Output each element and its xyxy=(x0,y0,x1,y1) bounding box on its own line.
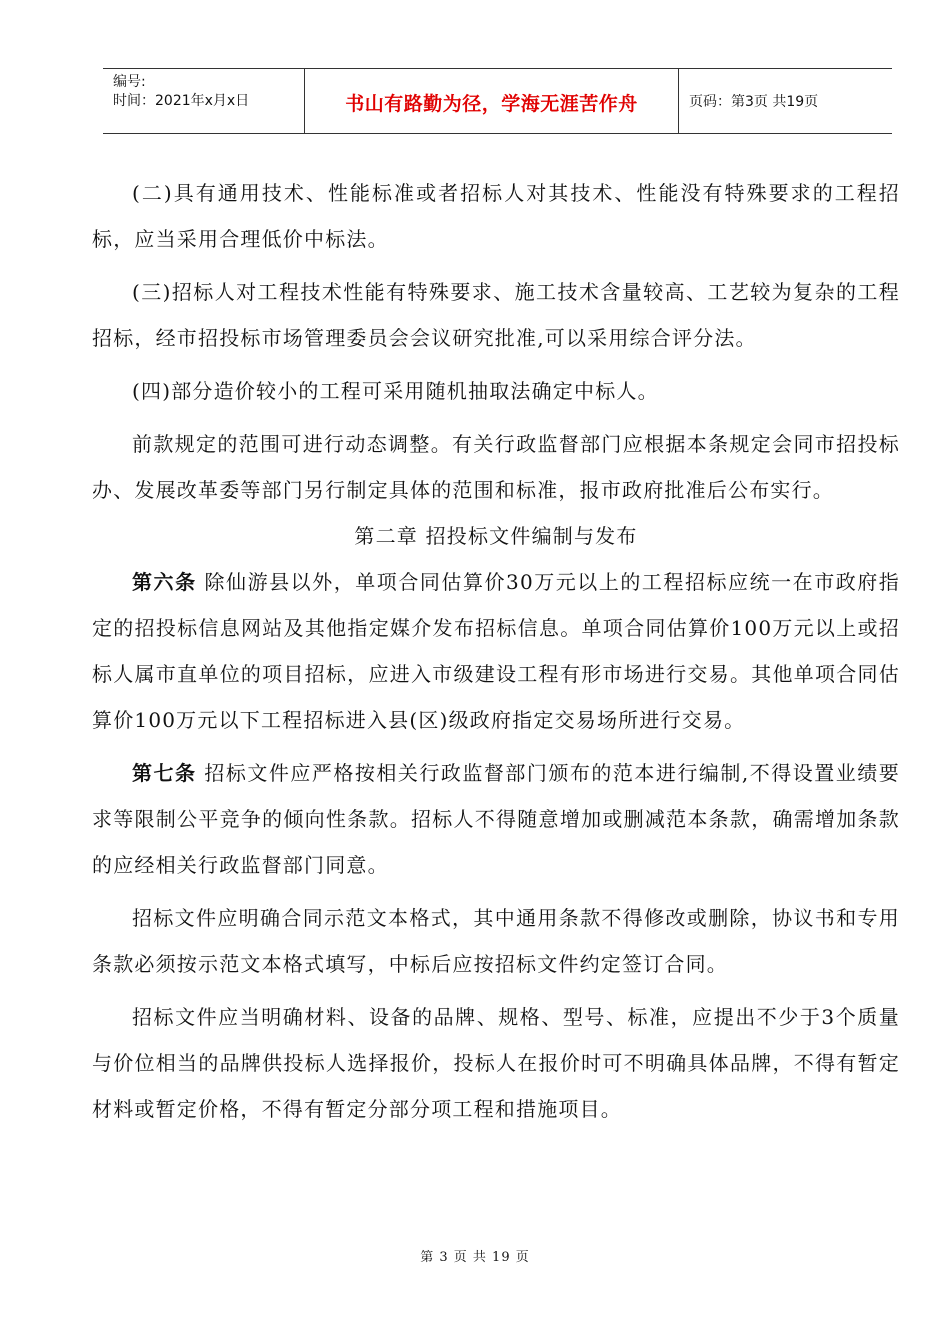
article-7-label: 第七条 xyxy=(132,761,197,785)
article-6-label: 第六条 xyxy=(132,570,197,594)
paragraph-clause-4: (四)部分造价较小的工程可采用随机抽取法确定中标人。 xyxy=(132,379,659,403)
paragraph-contract-template: 招标文件应明确合同示范文本格式，其中通用条款不得修改或删除，协议书和专用条款必须按示范文本格式填写，中标后应按招标文件约定签订合同。 xyxy=(92,906,900,976)
article-6-text: 除仙游县以外，单项合同估算价30万元以上的工程招标应统一在市政府指定的招投标信息网站及其他指定媒介发布招标信息。单项合同估算价100万元以上或招标人属市直单位的项目招标，应进入市级建设工程有形市场进行交易。其他单项合同估算价100万元以下工程招标进入县(区)级政府指定交易场所进行交易。 xyxy=(92,570,901,732)
paragraph-materials-brands: 招标文件应当明确材料、设备的品牌、规格、型号、标准，应提出不少于3个质量与价位相当的品牌供投标人选择报价，投标人在报价时可不明确具体品牌，不得有暂定材料或暂定价格，不得有暂定分部分项工程和措施项目。 xyxy=(92,1005,900,1121)
paragraph-scope-adjustment: 前款规定的范围可进行动态调整。有关行政监督部门应根据本条规定会同市招投标办、发展改革委等部门另行制定具体的范围和标准，报市政府批准后公布实行。 xyxy=(92,432,900,502)
paragraph-clause-2: (二)具有通用技术、性能标准或者招标人对其技术、性能没有特殊要求的工程招标，应当采用合理低价中标法。 xyxy=(92,181,900,251)
article-6 xyxy=(92,559,900,743)
page-footer: 第 3 页 共 19 页 xyxy=(420,1250,530,1265)
paragraph-clause-3: (三)招标人对工程技术性能有特殊要求、施工技术含量较高、工艺较为复杂的工程招标，经市招投标市场管理委员会会议研究批准,可以采用综合评分法。 xyxy=(92,280,900,350)
header-page-info: 页码：第3页 共19页 xyxy=(689,94,819,110)
article-7-text: 招标文件应严格按相关行政监督部门颁布的范本进行编制,不得设置业绩要求等限制公平竞争的倾向性条款。招标人不得随意增加或删减范本条款，确需增加条款的应经相关行政监督部门同意。 xyxy=(92,761,900,877)
header-motto: 书山有路勤为径，学海无涯苦作舟 xyxy=(305,69,679,133)
article-7 xyxy=(92,750,900,888)
chapter-title: 第二章 招投标文件编制与发布 xyxy=(354,524,638,548)
document-number-label: 编号: xyxy=(113,74,146,90)
document-header xyxy=(103,68,892,134)
header-meta xyxy=(103,69,305,133)
document-body xyxy=(92,170,900,1132)
document-time: 时间：2021年x月x日 xyxy=(113,93,250,109)
